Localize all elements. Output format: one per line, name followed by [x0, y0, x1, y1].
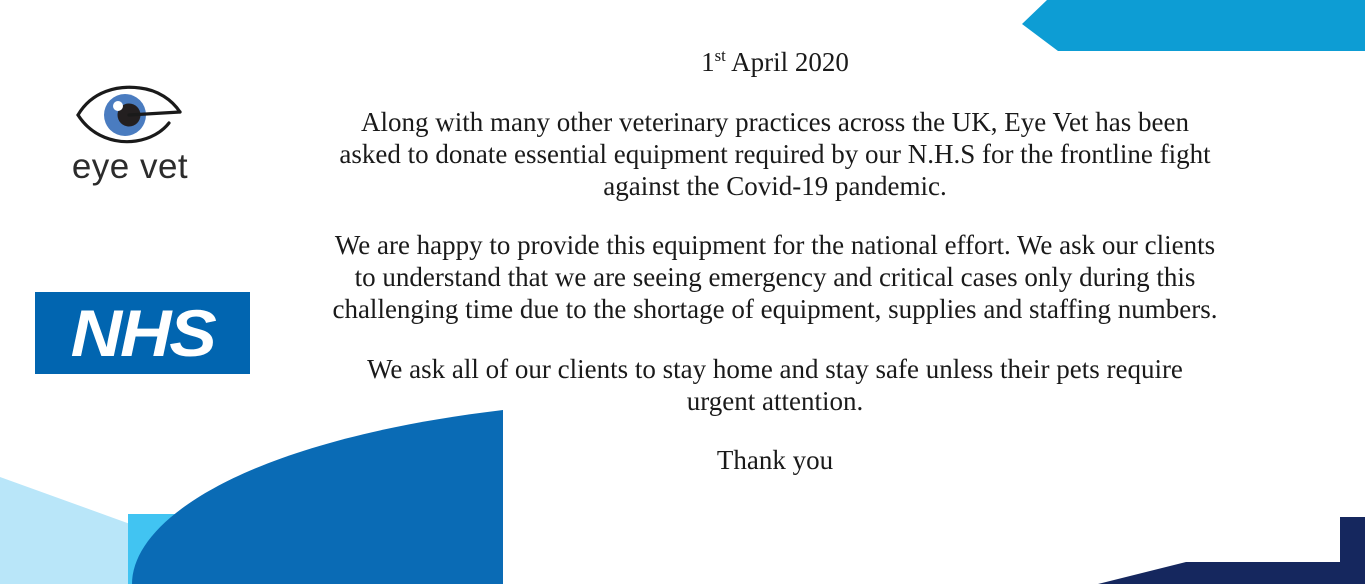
letter-date: [330, 46, 1220, 80]
eye-vet-logo: [30, 82, 230, 202]
bottom-right-navy-wedge: [1098, 517, 1365, 584]
letter-date-day: 1: [701, 47, 715, 77]
letter-signoff: Thank you: [716, 444, 834, 475]
letter-paragraph-2: We are happy to provide this equipment for the national effort. We ask our clients to understand that we are seeing emergency and critical cases only during this challenging time due to the shortage of equipment, supplies and staffing numbers.: [332, 230, 1218, 325]
letter-paragraph-3: We ask all of our clients to stay home and stay safe unless their pets require urgent attention.: [367, 353, 1183, 416]
letter-paragraph-1: Along with many other veterinary practices across the UK, Eye Vet has been asked to donate essential equipment required by our N.H.S for the frontline fight against the Covid-19 pandemic.: [339, 106, 1211, 201]
eye-vet-wordmark: eye vet: [71, 147, 189, 186]
eye-icon: [70, 82, 190, 148]
top-right-chevron-icon: [1022, 0, 1365, 51]
logo-column: [0, 0, 300, 584]
nhs-logo-text: NHS: [70, 296, 215, 370]
nhs-logo: [35, 292, 250, 374]
letter-body: [330, 46, 1220, 476]
letter-date-ordinal: st: [714, 46, 726, 65]
letter-date-rest: April 2020: [725, 47, 849, 77]
